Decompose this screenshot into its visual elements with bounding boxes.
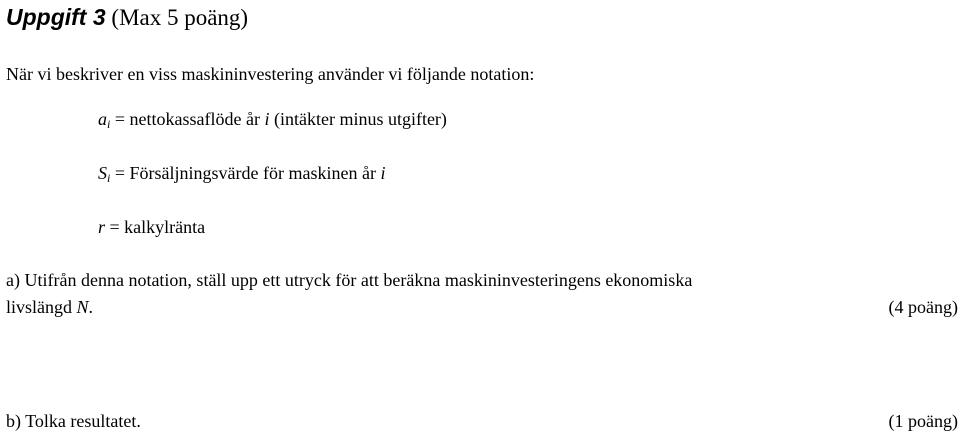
symbol-s: S [98, 163, 107, 183]
task-max-points: (Max 5 poäng) [105, 5, 249, 30]
definition-s-var: i [380, 163, 386, 183]
symbol-r: r [98, 217, 106, 237]
definition-r [98, 215, 205, 239]
task-a-points: (4 poäng) [888, 297, 958, 317]
definition-a-text: = nettokassaflöde år [110, 109, 265, 129]
definition-s-text: = Försäljningsvärde för maskinen år [110, 163, 381, 183]
definition-s [98, 161, 385, 185]
task-heading [6, 2, 248, 33]
task-a-var-n: N [76, 297, 89, 317]
definition-a-after: (intäkter minus utgifter) [269, 109, 447, 129]
task-b [6, 408, 958, 435]
task-a-line2 [6, 294, 958, 321]
task-title: Uppgift 3 [6, 4, 106, 30]
task-b-text: b) Tolka resultatet. [6, 411, 141, 431]
intro-text: När vi beskriver en viss maskininvestering använder vi följande notation: [6, 64, 535, 84]
task-a [6, 267, 958, 321]
task-b-points: (1 poäng) [888, 411, 958, 431]
task-a-line2-text: livslängd N. [6, 297, 94, 317]
symbol-a-subscript: i [107, 117, 111, 131]
symbol-a: a [98, 109, 107, 129]
symbol-s-subscript: i [107, 171, 111, 185]
definition-a [98, 107, 447, 131]
definition-a-var: i [264, 109, 270, 129]
task-b-row [6, 408, 958, 435]
definition-r-text: = kalkylränta [105, 217, 206, 237]
task-a-line1: a) Utifrån denna notation, ställ upp ett utryck för att beräkna maskininvesteringens ekonomiska [6, 270, 693, 290]
